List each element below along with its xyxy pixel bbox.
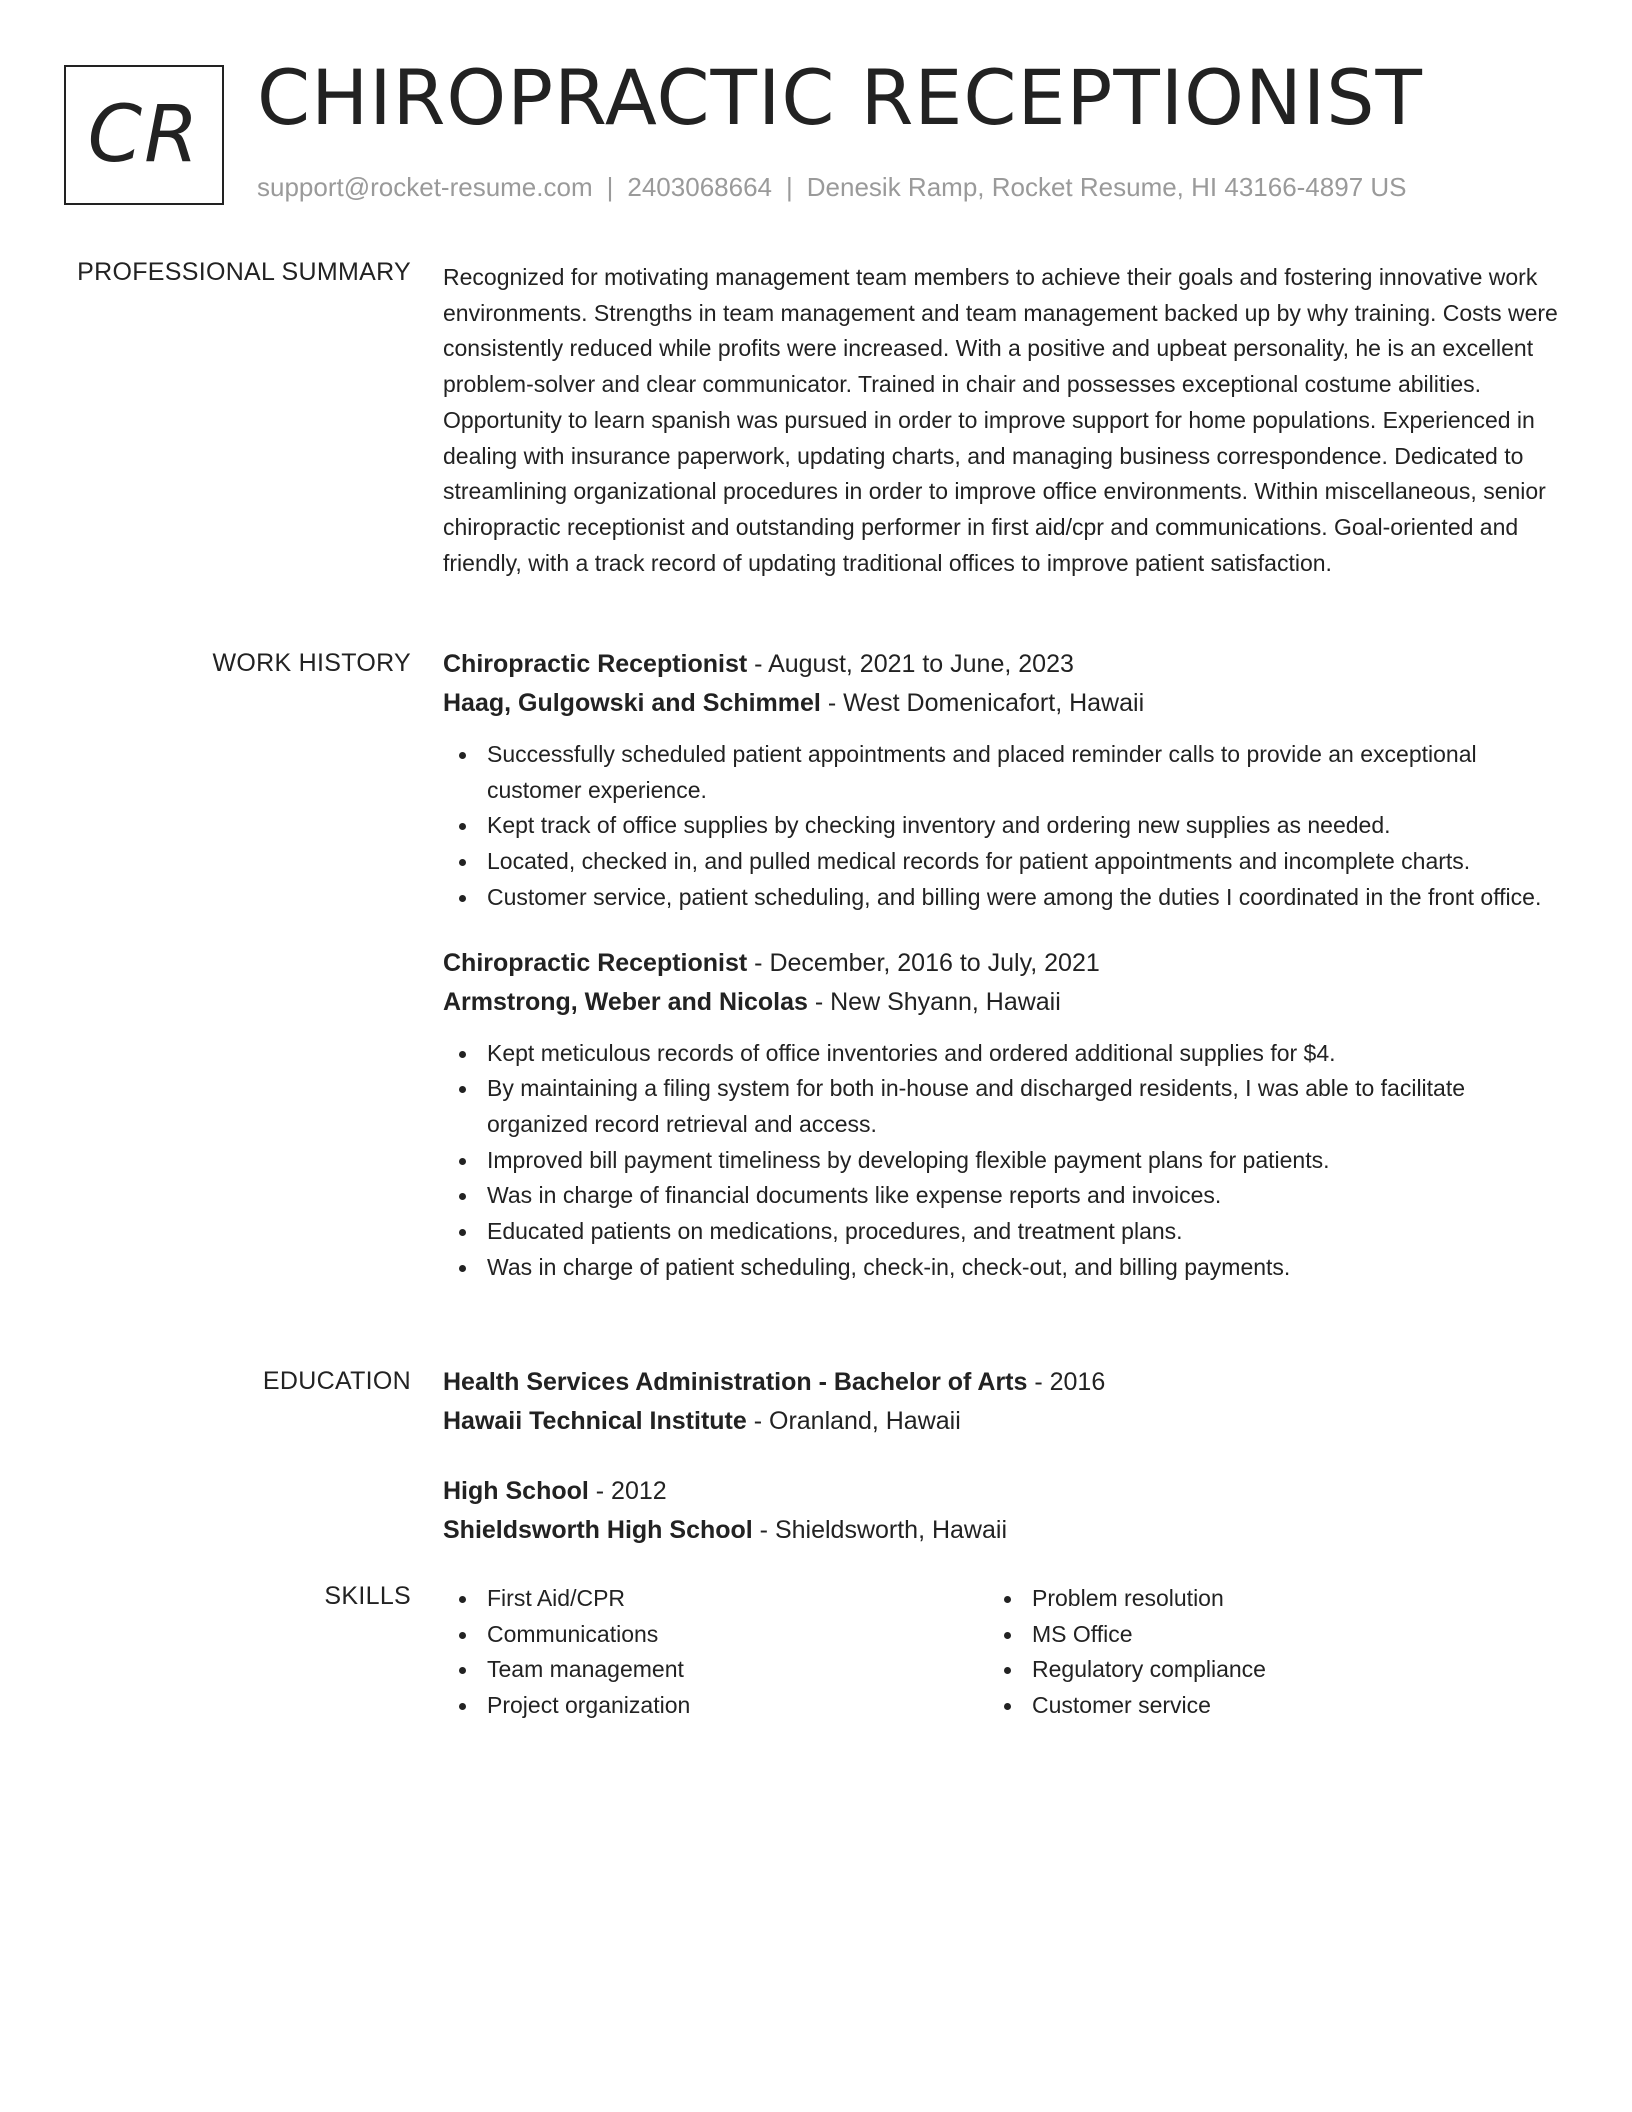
monogram-box — [64, 65, 224, 205]
work-history-heading: WORK HISTORY — [212, 649, 411, 677]
skill-item: Problem resolution — [988, 1581, 1528, 1617]
education-heading: EDUCATION — [262, 1367, 411, 1395]
job-location: - West Domenicafort, Hawaii — [820, 689, 1145, 717]
job-dates: - December, 2016 to July, 2021 — [747, 948, 1100, 977]
job-entry — [443, 944, 1558, 1286]
job-company-line — [443, 684, 1558, 723]
contact-address: Denesik Ramp, Rocket Resume, HI 43166-4897 US — [806, 172, 1407, 202]
education-degree-line — [443, 1363, 1558, 1402]
list-item: Successfully scheduled patient appointments and placed reminder calls to provide an exceptional customer experience. — [443, 737, 1558, 808]
job-title-line — [443, 645, 1558, 684]
job-dates: - August, 2021 to June, 2023 — [747, 650, 1074, 678]
education-school: Hawaii Technical Institute — [443, 1407, 747, 1435]
contact-separator: | — [786, 172, 793, 202]
list-item: Improved bill payment timeliness by developing flexible payment plans for patients. — [443, 1143, 1558, 1179]
resume-name: CHIROPRACTIC RECEPTIONIST — [257, 53, 1423, 142]
education-degree-line — [443, 1472, 1558, 1511]
contact-separator: | — [606, 172, 614, 202]
skill-item: Communications — [443, 1617, 983, 1653]
education-year: - 2012 — [588, 1477, 667, 1505]
skill-item: First Aid/CPR — [443, 1581, 983, 1617]
job-company-line — [443, 983, 1558, 1022]
education-school-line — [443, 1511, 1558, 1550]
list-item: Kept meticulous records of office inventories and ordered additional supplies for $4. — [443, 1036, 1558, 1072]
job-title-line — [443, 944, 1558, 983]
education-entry — [443, 1363, 1558, 1441]
summary-text: Recognized for motivating management team members to achieve their goals and fostering innovative work environments. Strengths in team management and team management backed up by why training. Costs were consistently reduced while profits were increased. With a positive and upbeat personality, he is an excellent problem-solver and clear communicator. Trained in chair and possesses exceptional costume abilities. Opportunity to learn spanish was pursued in order to improve support for home populations. Experienced in dealing with insurance paperwork, updating charts, and managing business correspondence. Dedicated to streamlining organizational procedures in order to improve office environments. Within miscellaneous, senior chiropractic receptionist and outstanding performer in first aid/cpr and communications. Goal-oriented and friendly, with a track record of updating traditional offices to improve patient satisfaction. — [443, 264, 1558, 576]
education-school-line — [443, 1402, 1558, 1441]
list-item: Located, checked in, and pulled medical records for patient appointments and incomplete charts. — [443, 844, 1558, 880]
job-company: Haag, Gulgowski and Schimmel — [443, 689, 821, 717]
education-school: Shieldsworth High School — [443, 1516, 753, 1544]
contact-line — [257, 172, 1407, 203]
skill-item: Team management — [443, 1652, 983, 1688]
education-degree: Health Services Administration - Bachelor of Arts — [443, 1368, 1028, 1396]
job-bullets — [443, 737, 1558, 916]
education-location: - Oranland, Hawaii — [746, 1407, 961, 1435]
contact-phone: 2403068664 — [627, 172, 772, 202]
summary-heading: PROFESSIONAL SUMMARY — [77, 258, 411, 286]
education-year: - 2016 — [1027, 1368, 1106, 1396]
skill-item: Regulatory compliance — [988, 1652, 1528, 1688]
job-entry — [443, 645, 1558, 916]
job-company: Armstrong, Weber and Nicolas — [443, 987, 808, 1016]
monogram-text: CR — [87, 90, 201, 180]
list-item: By maintaining a filing system for both in-house and discharged residents, I was able to facilitate organized record retrieval and access. — [443, 1071, 1558, 1142]
list-item: Customer service, patient scheduling, and billing were among the duties I coordinated in the front office. — [443, 880, 1558, 916]
job-bullets — [443, 1036, 1558, 1286]
job-role: Chiropractic Receptionist — [443, 650, 748, 678]
skills-heading: SKILLS — [324, 1582, 411, 1610]
skills-list-left — [443, 1581, 983, 1724]
skill-item: Project organization — [443, 1688, 983, 1724]
skills-list-right — [988, 1581, 1528, 1724]
education-degree: High School — [443, 1477, 589, 1505]
skill-item: MS Office — [988, 1617, 1528, 1653]
education-location: - Shieldsworth, Hawaii — [752, 1516, 1007, 1544]
list-item: Was in charge of patient scheduling, check-in, check-out, and billing payments. — [443, 1250, 1558, 1286]
list-item: Was in charge of financial documents like expense reports and invoices. — [443, 1178, 1558, 1214]
contact-email: support@rocket-resume.com — [257, 172, 593, 202]
list-item: Kept track of office supplies by checking inventory and ordering new supplies as needed. — [443, 808, 1558, 844]
list-item: Educated patients on medications, procedures, and treatment plans. — [443, 1214, 1558, 1250]
education-entry — [443, 1472, 1558, 1550]
skill-item: Customer service — [988, 1688, 1528, 1724]
job-location: - New Shyann, Hawaii — [807, 987, 1061, 1016]
job-role: Chiropractic Receptionist — [443, 948, 748, 977]
